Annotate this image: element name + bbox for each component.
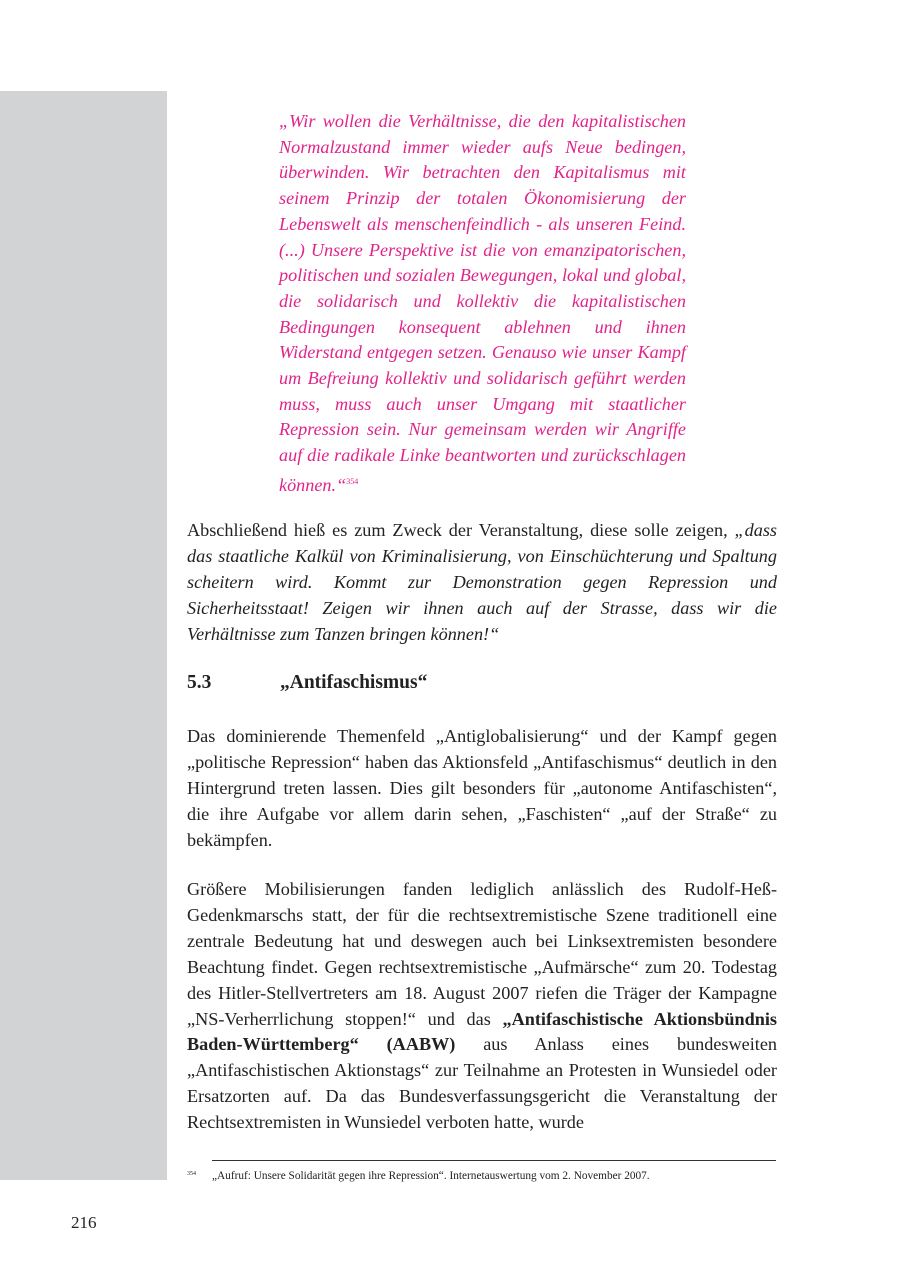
paragraph-conclusion (187, 518, 777, 648)
footnote-number: 354 (187, 1171, 196, 1177)
footnote (187, 1166, 777, 1184)
paragraph-antifa-intro: Das dominierende Themenfeld „Antiglobalisierung“ und der Kampf gegen „politische Repression“ haben das Aktionsfeld „Antifaschismus“ deutlich in den Hintergrund treten lassen. Dies gilt besonders für „autonome Antifaschisten“, die ihre Aufgabe vor allem darin sehen, „Faschisten“ „auf der Straße“ zu bekämpfen. (187, 726, 777, 850)
paragraph-text-before: Größere Mobilisierungen fanden lediglich anlässlich des Rudolf-Heß-Gedenkmarschs statt, der für die rechtsextremistische Szene traditionell eine zentrale Bedeutung hat und deswegen auch bei Linksextremisten besondere Beachtung findet. Gegen rechtsextremistische „Aufmärsche“ zum 20. Todestag des Hitler-Stellvertreters am 18. August 2007 riefen die Träger der Kampagne „NS-Verherrlichung stoppen!“ und das (187, 879, 777, 1029)
paragraph-quote: „dass das staatliche Kalkül von Kriminalisierung, von Einschüchterung und Spaltung scheitern wird. Kommt zur Demonstration gegen Repression und Sicherheitsstaat! Zeigen wir ihnen auch auf der Strasse, dass wir die Verhältnisse zum Tanzen bringen können!“ (187, 520, 778, 644)
section-title: „Antifaschismus“ (280, 672, 428, 693)
margin-sidebar (0, 91, 167, 1180)
section-number: 5.3 (187, 672, 212, 693)
footnote-ref: 354 (346, 476, 359, 486)
page-number: 216 (71, 1213, 97, 1232)
footnote-divider (212, 1160, 776, 1161)
paragraph-text-after: aus Anlass eines bundesweiten „Antifaschistischen Aktionstags“ zur Teilnahme an Protesten in Wunsiedel oder Ersatzorten auf. Da das Bundesverfassungsgericht die Veranstaltung der Rechtsextremisten in Wunsiedel verboten hatte, wurde (187, 1034, 777, 1133)
paragraph-mobilisation (187, 877, 777, 1136)
footnote-text: „Aufruf: Unsere Solidarität gegen ihre Repression“. Internetauswertung vom 2. November 2007. (212, 1170, 650, 1182)
organisation-name: „Antifaschistische Aktionsbündnis Baden-Württemberg“ (AABW) (187, 1008, 777, 1055)
block-quote (279, 109, 686, 499)
section-heading (187, 672, 427, 694)
paragraph-intro: Abschließend hieß es zum Zweck der Veranstaltung, diese solle zeigen, (187, 520, 728, 540)
quote-text: „Wir wollen die Verhältnisse, die den kapitalistischen Normalzustand immer wieder aufs Neue bedingen, überwinden. Wir betrachten den Kapitalismus mit seinem Prinzip der totalen Ökonomisierung der Lebenswelt als menschenfeindlich - als unseren Feind. (...) Unsere Perspektive ist die von emanzipatorischen, politischen und sozialen Bewegungen, lokal und global, die solidarisch und kollektiv die kapitalistischen Bedingungen konsequent ablehnen und ihnen Widerstand entgegen setzen. Genauso wie unser Kampf um Befreiung kollektiv und solidarisch geführt werden muss, muss auch unser Umgang mit staatlicher Repression sein. Nur gemeinsam werden wir Angriffe auf die radikale Linke beantworten und zurückschlagen können.“ (279, 111, 686, 495)
